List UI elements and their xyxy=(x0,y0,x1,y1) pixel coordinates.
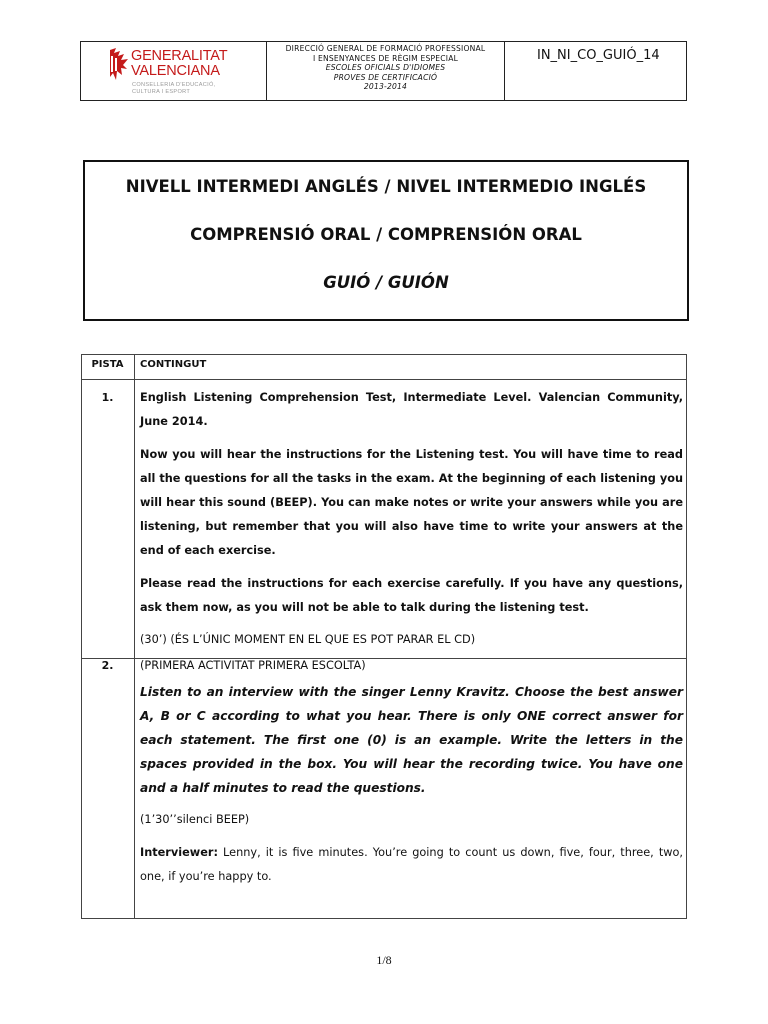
title-skill: COMPRENSIÓ ORAL / COMPRENSIÓN ORAL xyxy=(190,225,582,244)
header-institution xyxy=(267,42,505,100)
generalitat-logo xyxy=(81,42,267,100)
column-header-pista: PISTA xyxy=(91,359,124,370)
instructions-paragraph: Please read the instructions for each exercise carefully. If you have any questions, ask them now, as you will not be able to talk during the listening test. xyxy=(140,577,683,614)
institution-line: ESCOLES OFICIALS D'IDIOMES xyxy=(325,63,446,73)
dialogue-line xyxy=(140,841,683,889)
institution-line: 2013-2014 xyxy=(363,82,408,92)
table-border xyxy=(81,918,687,919)
title-level: NIVELL INTERMEDI ANGLÉS / NIVEL INTERMEDIO INGLÉS xyxy=(125,177,647,196)
logo-sub-2: CULTURA I ESPORT xyxy=(132,89,191,95)
timing-note: (1’30’’silenci BEEP) xyxy=(140,813,250,826)
logo-subtitle xyxy=(132,82,216,96)
track-2-content xyxy=(140,654,683,889)
intro-paragraph: English Listening Comprehension Test, Intermediate Level. Valencian Community, June 2014. xyxy=(140,391,683,428)
activity-label: (PRIMERA ACTIVITAT PRIMERA ESCOLTA) xyxy=(140,659,366,672)
table-divider xyxy=(134,354,135,919)
timing-note: (30’) (ÉS L’ÚNIC MOMENT EN EL QUE ES POT PARAR EL CD) xyxy=(140,633,476,646)
bat-crest-icon xyxy=(108,47,130,83)
table-border xyxy=(81,354,687,355)
institution-line: DIRECCIÓ GENERAL DE FORMACIÓ PROFESSIONAL xyxy=(285,44,486,53)
institution-line: I ENSENYANCES DE RÈGIM ESPECIAL xyxy=(312,53,459,63)
logo-wordmark xyxy=(131,49,227,79)
institution-line: PROVES DE CERTIFICACIÓ xyxy=(333,72,438,82)
table-border xyxy=(81,354,82,919)
document-header xyxy=(80,41,687,101)
title-script: GUIÓ / GUIÓN xyxy=(323,273,449,292)
column-header-contingut: CONTINGUT xyxy=(140,359,207,370)
logo-line-1: GENERALITAT xyxy=(131,48,228,64)
logo-sub-1: CONSELLERIA D'EDUCACIÓ, xyxy=(132,82,216,88)
page-number: 1/8 xyxy=(376,953,392,967)
track-number: 1. xyxy=(101,391,114,404)
speaker-label: Interviewer: xyxy=(140,846,218,859)
task-instructions: Listen to an interview with the singer Lenny Kravitz. Choose the best answer A, B or C according to what you hear. There is only ONE correct answer for each statement. The first one (0) is an example. Write the letters in the spaces provided in the box. You will hear the recording twice. You have one and a half minutes to read the questions. xyxy=(140,685,683,795)
table-divider xyxy=(81,379,687,380)
instructions-paragraph: Now you will hear the instructions for the Listening test. You will have time to read all the questions for all the tasks in the exam. At the beginning of each listening you will hear this sound (BEEP). You can make notes or write your answers while you are listening, but remember that you will also have time to write your answers at the end of each exercise. xyxy=(140,448,683,557)
dialogue-text: Lenny, it is five minutes. You’re going to count us down, five, four, three, two, one, if you’re happy to. xyxy=(140,846,683,883)
track-1-content xyxy=(140,386,683,652)
document-code: IN_NI_CO_GUIÓ_14 xyxy=(537,48,660,63)
script-table xyxy=(81,354,687,919)
title-box xyxy=(83,160,689,321)
logo-line-2: VALENCIANA xyxy=(131,63,220,79)
table-border xyxy=(686,354,687,919)
track-number: 2. xyxy=(101,659,114,672)
